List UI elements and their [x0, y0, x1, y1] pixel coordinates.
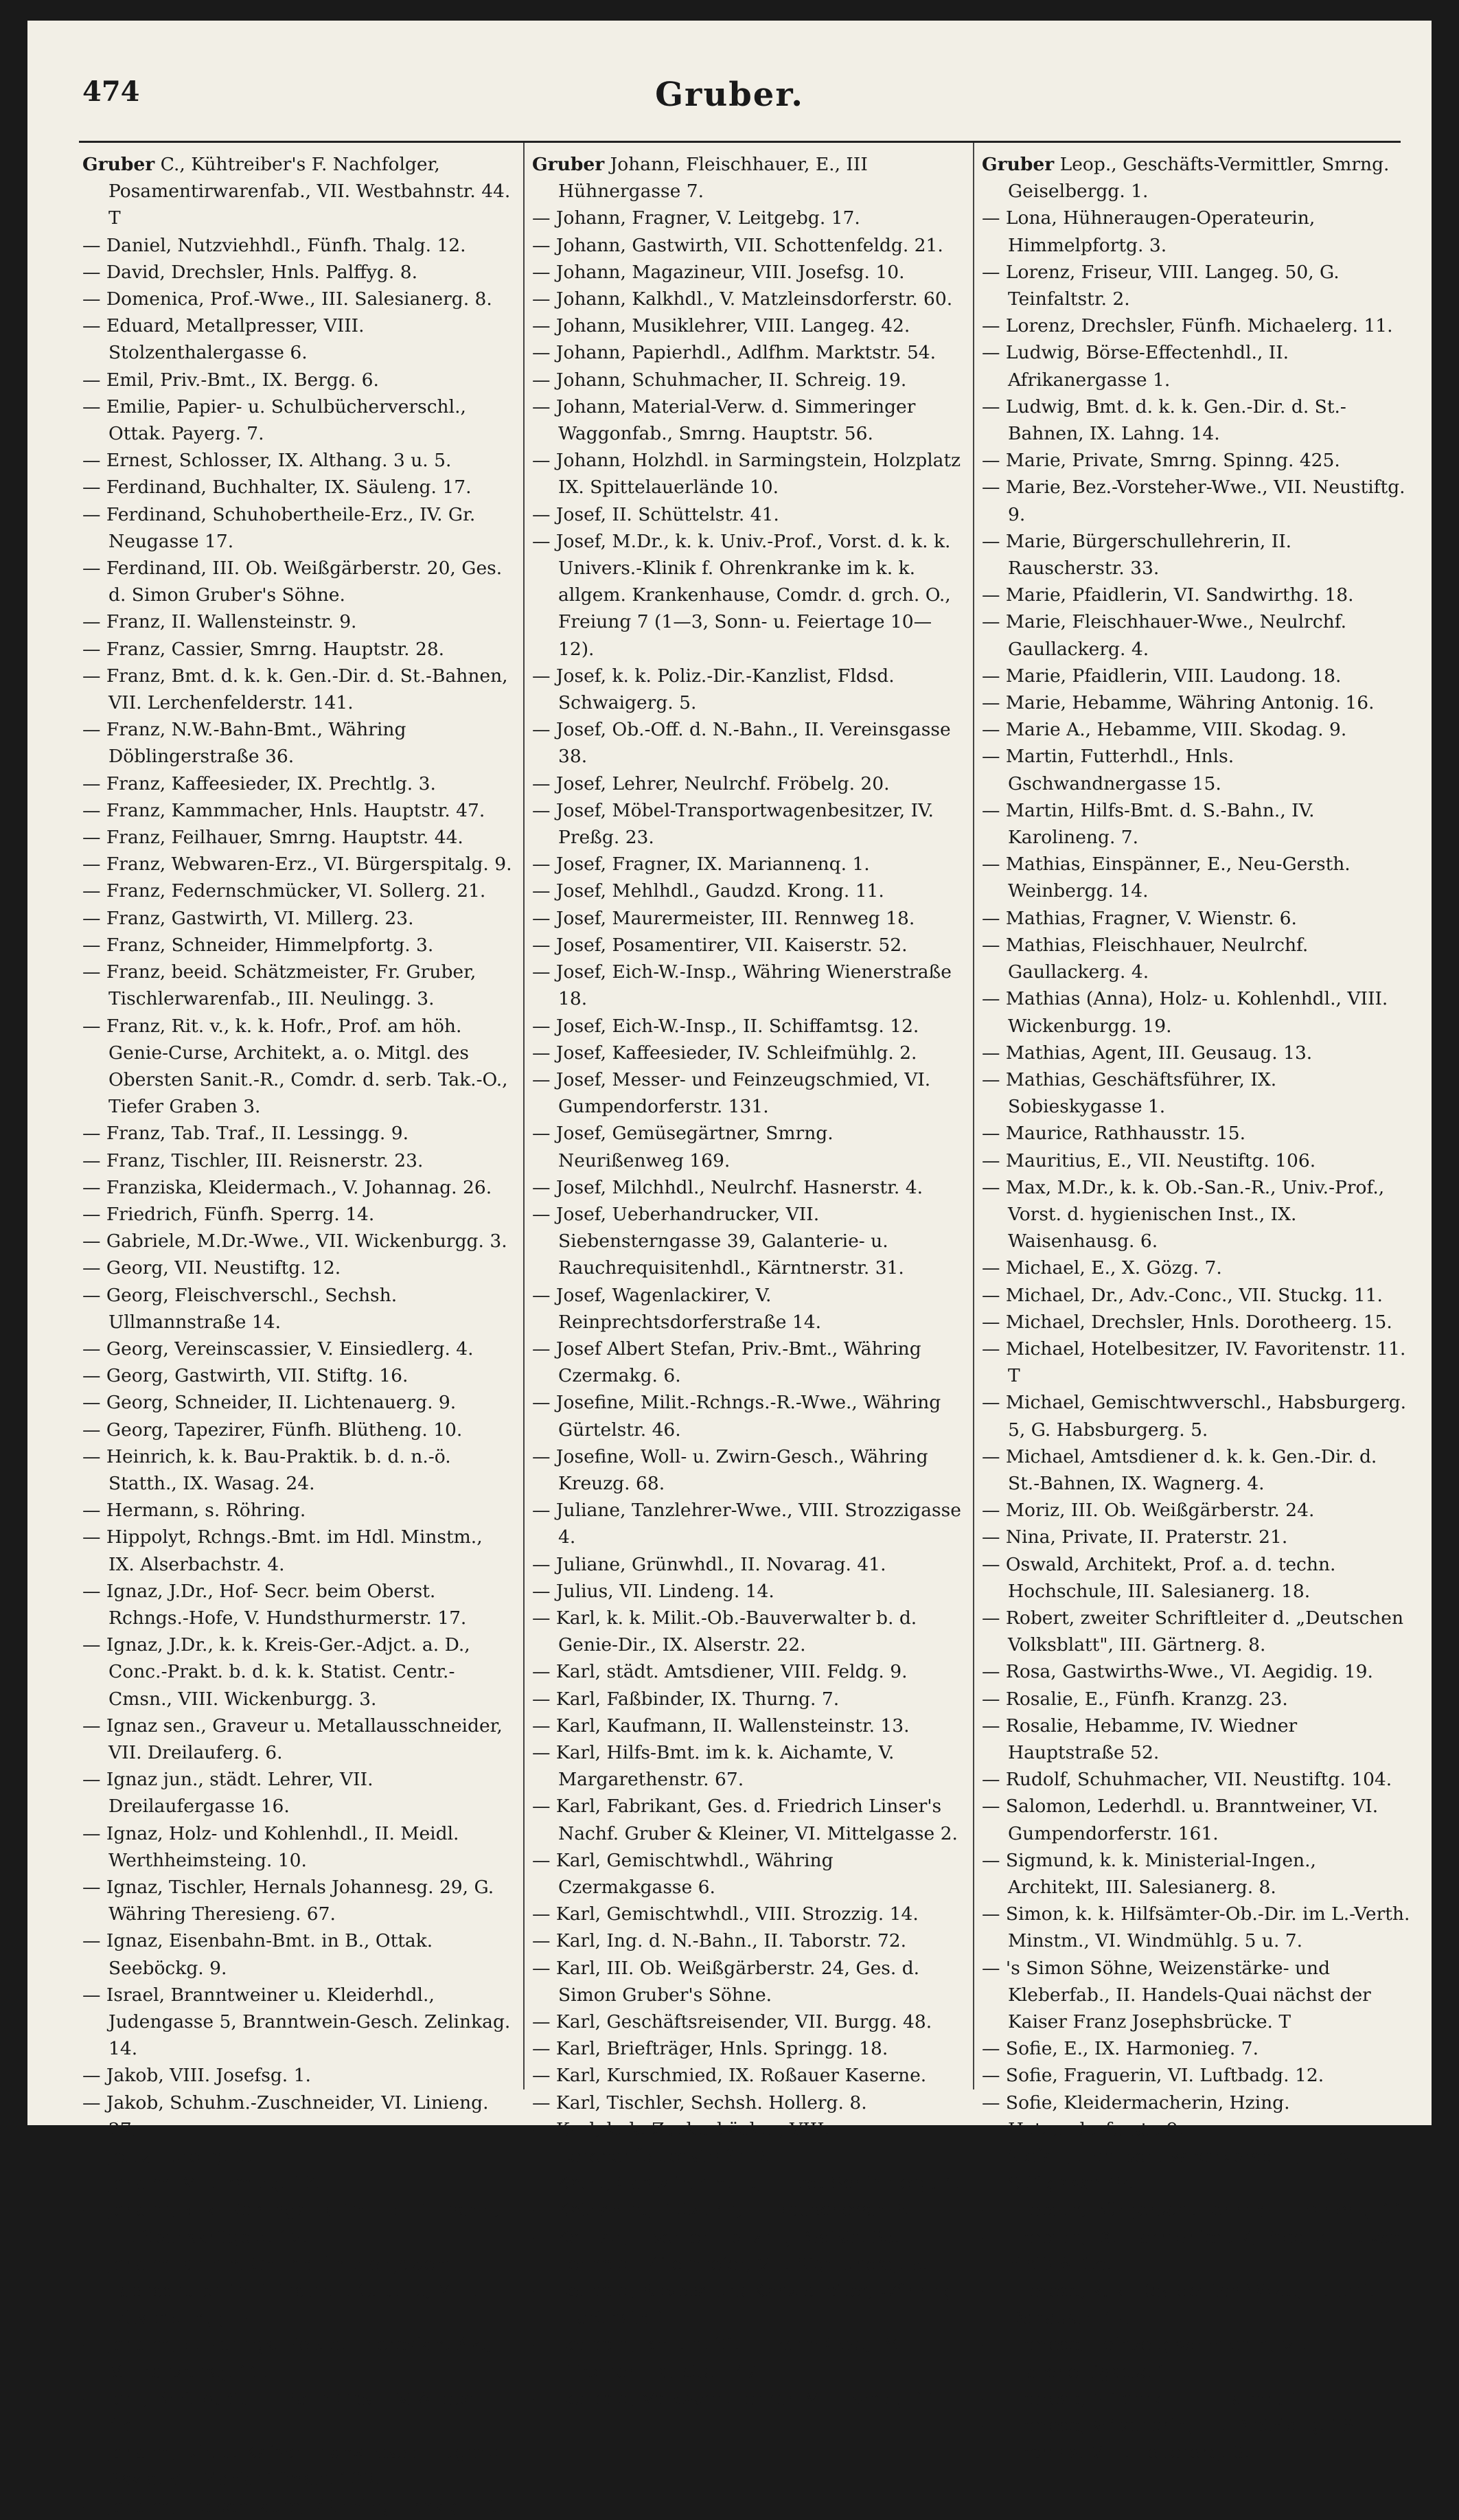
- directory-entry: — Robert, zweiter Schriftleiter d. „Deutschen Volksblatt", III. Gärtnerg. 8.: [982, 1607, 1404, 1656]
- directory-entry: — Eduard, Metallpresser, VIII. Stolzenthalergasse 6.: [82, 315, 365, 364]
- directory-entry: — Ferdinand, Buchhalter, IX. Säuleng. 17.: [82, 477, 472, 499]
- directory-entry: — Karl, Briefträger, Hnls. Springg. 18.: [532, 2038, 888, 2060]
- directory-entry: — Jakob, VIII. Josefsg. 1.: [82, 2065, 311, 2087]
- directory-entry: — Michael, Drechsler, Hnls. Dorotheerg. 15.: [982, 1311, 1392, 1333]
- directory-entry: — Franz, Kammmacher, Hnls. Hauptstr. 47.: [82, 799, 485, 821]
- directory-entry: — Rosalie, Hebamme, IV. Wiedner Hauptstraße 52.: [982, 1715, 1298, 1763]
- directory-entry: — Ignaz, Tischler, Hernals Johannesg. 29, G. Währing Theresieng. 67.: [82, 1877, 494, 1925]
- directory-entry: — Oswald, Architekt, Prof. a. d. techn. Hochschule, III. Salesianerg. 18.: [982, 1553, 1336, 1602]
- directory-entry: Gruber C., Kühtreiber's F. Nachfolger, Posamentirwarenfab., VII. Westbahnstr. 44. T: [82, 154, 511, 229]
- directory-entry: — Johann, Holzhdl. in Sarmingstein, Holzplatz IX. Spittelauerlände 10.: [532, 450, 961, 499]
- directory-entry: — Franz, Federnschmücker, VI. Sollerg. 21.: [82, 880, 486, 902]
- surname-lead: Gruber: [82, 154, 155, 175]
- directory-entry: — Josef, Möbel-Transportwagenbesitzer, IV. Preßg. 23.: [532, 799, 934, 849]
- directory-entry: — Ferdinand, Schuhobertheile-Erz., IV. Gr. Neugasse 17.: [82, 503, 476, 552]
- directory-entry: — Johann, Papierhdl., Adlfhm. Marktstr. 54.: [532, 342, 937, 364]
- directory-entry: — Theodor, IX. Harmonieg. 7, Proc. d. M. von Weiß & Co.: [982, 2226, 1403, 2275]
- directory-entry: — Juliane, Tanzlehrer-Wwe., VIII. Strozzigasse 4.: [532, 1500, 961, 1548]
- directory-entry: — Johann, Fleischhauer, Währing Marktg. 10.: [82, 2495, 504, 2517]
- directory-entry: — Martin, Futterhdl., Hnls. Gschwandnergasse 15.: [982, 746, 1234, 794]
- directory-entry: — Franz, Feilhauer, Smrng. Hauptstr. 44.: [82, 827, 463, 849]
- directory-entry: — Karl, Gemischtwhdl., Währing Czermakgasse 6.: [532, 1849, 834, 1898]
- directory-entry: — Ludwig, Börse-Effectenhdl., II. Afrikanergasse 1.: [982, 342, 1289, 391]
- directory-entry: — Karl, Kurschmied, IX. Roßauer Kaserne.: [532, 2065, 927, 2087]
- directory-entry: — Ferdinand, III. Ob. Weißgärberstr. 20, Ges. d. Simon Gruber's Söhne.: [82, 558, 503, 606]
- directory-entry: — Josef, Kaffeesieder, IV. Schleifmühlg. 2.: [532, 1042, 917, 1064]
- directory-entry: — Josef, Wagenlackirer, V. Reinprechtsdorferstraße 14.: [532, 1284, 822, 1333]
- directory-entry: — Georg, VII. Neustiftg. 12.: [82, 1257, 341, 1279]
- directory-entry: — Josef, II. Schüttelstr. 41.: [532, 503, 779, 525]
- directory-entry: — Josef, Ob.-Off. d. N.-Bahn., II. Vereinsgasse 38.: [532, 719, 951, 768]
- directory-entry: — Michael, Gemischtwverschl., Habsburgerg. 5, G. Habsburgerg. 5.: [982, 1392, 1406, 1441]
- directory-entry: — Thomas, VIII. Ledererg. 3.: [982, 2442, 1250, 2464]
- directory-entry: — Josef, k. k. Poliz.-Dir.-Kanzlist, Fldsd. Schwaigerg. 5.: [532, 665, 895, 714]
- directory-entry: — Josefine, Milit.-Rchngs.-R.-Wwe., Währing Gürtelstr. 46.: [532, 1392, 941, 1441]
- directory-entry: — Michael, Amtsdiener d. k. k. Gen.-Dir. d. St.-Bahnen, IX. Wagnerg. 4.: [982, 1445, 1377, 1494]
- directory-entry: — Franz, Rit. v., k. k. Hofr., Prof. am höh. Genie-Curse, Architekt, a. o. Mitgl. des Obersten Sanit.-R., Comdr. d. serb. Tak.-O., Tiefer Graben 3.: [82, 1015, 508, 1118]
- directory-entry: — Franz, Schneider, Himmelpfortg. 3.: [82, 934, 434, 956]
- directory-entry: — Maurice, Rathhausstr. 15.: [982, 1123, 1246, 1145]
- directory-entry: — Karl, Geschäftsreisender, VII. Burgg. 48.: [532, 2011, 932, 2033]
- directory-entry: — Michael, Dr., Adv.-Conc., VII. Stuckg. 11.: [982, 1284, 1383, 1306]
- directory-entry: — Stefan, Gemischtwarenverschl., Hnls. Stiftgasse 48.: [982, 2146, 1355, 2195]
- header-rule: [79, 141, 1401, 143]
- surname-lead: Gruber: [982, 154, 1055, 175]
- directory-entry: — Johann, Kalkhdl., V. Matzleinsdorferstr. 60.: [532, 288, 953, 310]
- directory-entry: — Johann, Gastwirth, VII. Schottenfeldg. 21.: [532, 234, 943, 256]
- directory-entry: Gruber Leop., Geschäfts-Vermittler, Smrng. Geiselbergg. 1.: [982, 154, 1390, 203]
- directory-entry: — Emilie, Papier- u. Schulbücherverschl., Ottak. Payerg. 7.: [82, 396, 466, 445]
- directory-entry: — Johann, Fragner, V. Leitgebg. 17.: [532, 207, 860, 229]
- directory-entry: — Johann, p. Rchngs.-Rev. d. Theresian. Ak., V. Franzensg. 10.: [82, 2334, 492, 2383]
- directory-entry: — Israel, Branntweiner u. Kleiderhdl., Judengasse 5, Branntwein-Gesch. Zelinkag. 14.: [82, 1984, 511, 2060]
- directory-entry: — Georg, Gastwirth, VII. Stiftg. 16.: [82, 1365, 409, 1387]
- directory-entry: — Sigmund, k. k. Ministerial-Ingen., Architekt, III. Salesianerg. 8.: [982, 1849, 1316, 1898]
- directory-column-1: [82, 151, 514, 2520]
- directory-entry: — Gabriele, M.Dr.-Wwe., VII. Wickenburgg. 3.: [82, 1230, 507, 1252]
- directory-entry: — Josef Albert Stefan, Priv.-Bmt., Währing Czermakg. 6.: [532, 1338, 921, 1387]
- directory-entry: — Josefine, Woll- u. Zwirn-Gesch., Währing Kreuzg. 68.: [532, 1445, 928, 1494]
- directory-entry: — Karl, III. Ob. Weißgärberstr. 24, Ges. d. Simon Gruber's Söhne.: [532, 1957, 920, 2006]
- directory-entry: — Josef, Milchhdl., Neulrchf. Hasnerstr. 4.: [532, 1176, 923, 1198]
- directory-entry: — Therese, k. k. Revidenten-Wwe., II. Unt. Donaustr. 47.: [982, 2280, 1375, 2329]
- directory-entry: — Josef, Lehrer, Neulrchf. Fröbelg. 20.: [532, 772, 890, 794]
- directory-entry: — Domenica, Prof.-Wwe., III. Salesianerg. 8.: [82, 288, 492, 310]
- directory-entry: — Leopold, Bmt. d. St.-E.-Bahn-Ges., IV. Wiedner Hauptstr. 47.: [532, 2334, 900, 2383]
- directory-entry: — Nina, Private, II. Praterstr. 21.: [982, 1526, 1288, 1548]
- directory-entry: — Martin, Hilfs-Bmt. d. S.-Bahn., IV. Karolineng. 7.: [982, 799, 1315, 849]
- directory-page: [27, 21, 1432, 2517]
- directory-entry: — Sofie, Fraguerin, VI. Luftbadg. 12.: [982, 2065, 1324, 2087]
- directory-entry: — Karl, k. k. Milit.-Ob.-Bauverwalter b. d. Genie-Dir., IX. Alserstr. 22.: [532, 1607, 917, 1656]
- column-separator: [523, 143, 525, 2089]
- directory-entry: — Michael, Hotelbesitzer, IV. Favoritenstr. 11. T: [982, 1338, 1406, 1387]
- directory-entry: — Rosalie, E., Fünfh. Kranzg. 23.: [982, 1688, 1288, 1710]
- directory-entry: — Konrad, Tischler, Penzing Poststr. 65.: [532, 2226, 900, 2248]
- directory-entry: — Hippolyt, Rchngs.-Bmt. im Hdl. Minstm., IX. Alserbachstr. 4.: [82, 1526, 483, 1575]
- directory-entry: — David, Drechsler, Hnls. Palffyg. 8.: [82, 261, 417, 283]
- directory-entry: — Therese, Feinzeugschmiedin, VI. Marchettigasse 14.: [982, 2334, 1307, 2383]
- directory-entry: — Friedrich, Fünfh. Sperrg. 14.: [82, 1203, 375, 1225]
- directory-entry: — Juliane, Grünwhdl., II. Novarag. 41.: [532, 1553, 886, 1575]
- directory-entry: — Georg, Vereinscassier, V. Einsiedlerg. 4.: [82, 1338, 474, 1360]
- directory-entry: — Marie, Pfaidlerin, VIII. Laudong. 18.: [982, 665, 1342, 687]
- directory-entry: — Theodor, Bürgerschullehrer, II. Barichg. 11.: [982, 2199, 1411, 2221]
- directory-entry: — Leopold, Advocaturs-Kanzleileiter, Währing Martinstr. 1.: [532, 2280, 956, 2329]
- directory-entry: — Marie, Bez.-Vorsteher-Wwe., VII. Neustiftg. 9.: [982, 477, 1405, 525]
- directory-entry: — Franz, Kaffeesieder, IX. Prechtlg. 3.: [82, 772, 436, 794]
- directory-entry: — Mathias, Fleischhauer, Neulrchf. Gaullackerg. 4.: [982, 934, 1309, 983]
- directory-entry: — Sofie, E., IX. Harmonieg. 7.: [982, 2038, 1259, 2060]
- surname-lead: Gruber: [532, 154, 605, 175]
- directory-entry: — Mathias (Anna), Holz- u. Kohlenhdl., VIII. Wickenburgg. 19.: [982, 988, 1388, 1037]
- directory-entry: — Franz, Cassier, Smrng. Hauptstr. 28.: [82, 638, 445, 660]
- directory-entry: — Leopold, Milchmeier, VII. Sigmundsg. 6.: [532, 2253, 928, 2275]
- directory-entry: — Josef, Messer- und Feinzeugschmied, VI. Gumpendorferstr. 131.: [532, 1068, 931, 1118]
- directory-column-3: [982, 151, 1413, 2466]
- directory-entry: — Franz, beeid. Schätzmeister, Fr. Gruber, Tischlerwarenfab., III. Neulingg. 3.: [82, 961, 476, 1010]
- directory-entry: — Marie, Private, Smrng. Spinng. 425.: [982, 450, 1340, 472]
- directory-entry: — Michael, E., X. Gözg. 7.: [982, 1257, 1222, 1279]
- directory-entry: — Mathias, Geschäftsführer, IX. Sobieskygasse 1.: [982, 1068, 1277, 1118]
- directory-entry: — Franz, Tischler, III. Reisnerstr. 23.: [82, 1149, 424, 1171]
- directory-entry: — Marie, Bürgerschullehrerin, II. Rauscherstr. 33.: [982, 530, 1292, 580]
- directory-entry: — Johann, Material-Verw. d. Simmeringer Waggonfab., Smrng. Hauptstr. 56.: [532, 396, 916, 445]
- directory-entry: — Salomon, Lederhdl. u. Branntweiner, VI. Gumpendorferstr. 161.: [982, 1796, 1379, 1844]
- directory-entry: — Marie A., Hebamme, VIII. Skodag. 9.: [982, 719, 1347, 741]
- directory-entry: — Franziska, Kleidermach., V. Johannag. 26.: [82, 1176, 492, 1198]
- directory-entry: — Johann, Magazineur, VIII. Josefsg. 10.: [532, 261, 905, 283]
- directory-entry: — Lorenz, Drechsler, Fünfh. Michaelerg. 11.: [982, 315, 1393, 337]
- directory-entry: — Karl, Ing. d. N.-Bahn., II. Taborstr. 72.: [532, 1930, 906, 1952]
- directory-entry: — Ignaz sen., Graveur u. Metallausschneider, VII. Dreilauferg. 6.: [82, 1715, 503, 1763]
- directory-entry: — Johann, k. k. Rechngs.-R. im Hdl.-Minstm., III. Sechskrügelg. 12.: [82, 2199, 500, 2248]
- directory-entry: — Johann, Dir. d. Kaiser Franz Joseph-Jugend-Asyls, VI. Mariahilferstr. 103.: [82, 2442, 507, 2490]
- directory-entry: — Josef, Gemüsegärtner, Smrng. Neurißenweg 169.: [532, 1123, 834, 1171]
- directory-entry: — Josef, Fragner, IX. Mariannenq. 1.: [532, 854, 870, 875]
- directory-entry: — Josef, Eich-W.-Insp., Währing Wienerstraße 18.: [532, 961, 952, 1010]
- directory-entry: — Karl, Hilfs-Bmt. im k. k. Aichamte, V. Margarethenstr. 67.: [532, 1741, 895, 1791]
- directory-entry: — Karl, k. k. Zuckerbäcker, VIII. Lerchenfelderstraße 6.: [532, 2118, 830, 2168]
- directory-entry: — Therese, Wäscherin, III. Dietrichg. 16.: [982, 2415, 1360, 2437]
- page-header: [27, 76, 1432, 137]
- directory-entry: — Jetty, Judeng. 6.: [82, 2146, 253, 2168]
- directory-entry: — Ludwig, Bmt. d. k. k. Gen.-Dir. d. St.-Bahnen, IX. Lahng. 14.: [982, 396, 1346, 445]
- directory-entry: — Georg, Fleischverschl., Sechsh. Ullmannstraße 14.: [82, 1284, 398, 1333]
- directory-entry: — Therese, Milchhdl., II. Halmg. 1.: [982, 2387, 1307, 2409]
- directory-column-2: [532, 151, 963, 2412]
- page-number: 474: [82, 76, 140, 108]
- directory-entry: — Karl, Kaufmann, II. Wallensteinstr. 13.: [532, 1715, 910, 1737]
- directory-entry: — Heinrich, k. k. Bau-Praktik. b. d. n.-ö. Statth., IX. Wasag. 24.: [82, 1445, 451, 1494]
- directory-entry: — Karl, städt. Amtsdiener, VIII. Feldg. 9.: [532, 1661, 908, 1683]
- directory-entry: — Josef, Eich-W.-Insp., II. Schiffamtsg. 12.: [532, 1015, 919, 1037]
- directory-entry: — Karl, Gemischtwhdl., VIII. Strozzig. 14.: [532, 1903, 919, 1925]
- directory-entry: — Marie, Hebamme, Währing Antonig. 16.: [982, 692, 1375, 714]
- directory-entry: — Sofie, Kleidermacherin, Hzing. Hetzendorferstr. 9.: [982, 2092, 1290, 2140]
- directory-entry: — Josef, Ueberhandrucker, VII. Siebensterngasse 39, Galanterie- u. Rauchrequisitenhdl., Kärntnerstr. 31.: [532, 1203, 904, 1279]
- directory-entry: — Max, M.Dr., k. k. Ob.-San.-R., Univ.-Prof., Vorst. d. hygienischen Inst., IX. Waisenhausg. 6.: [982, 1176, 1385, 1252]
- directory-entry: — Ignaz, Holz- und Kohlenhdl., II. Meidl. Werthheimsteing. 10.: [82, 1822, 459, 1871]
- directory-entry: — Ernest, Schlosser, IX. Althang. 3 u. 5.: [82, 450, 452, 472]
- directory-entry: — Johann, Schuhmacher, II. Schreig. 19.: [532, 369, 907, 391]
- directory-entry: — Rosa, Gastwirths-Wwe., VI. Aegidig. 19.: [982, 1661, 1373, 1683]
- directory-entry: — Daniel, Nutzviehhdl., Fünfh. Thalg. 12.: [82, 234, 466, 256]
- directory-entry: — Josef, Mehlhdl., Gaudzd. Krong. 11.: [532, 880, 884, 902]
- directory-entry: — Karl, Faßbinder, IX. Thurng. 7.: [532, 1688, 840, 1710]
- directory-entry: — Josef, Maurermeister, III. Rennweg 18.: [532, 907, 915, 929]
- directory-entry: — Franz, Bmt. d. k. k. Gen.-Dir. d. St.-Bahnen, VII. Lerchenfelderstr. 141.: [82, 665, 508, 714]
- directory-entry: — Jakob, Schuhm.-Zuschneider, VI. Linieng. 27.: [82, 2092, 489, 2140]
- directory-entry: — Joh., Bmt. d. St.-E.-Bahn-Ges., IV. Alleeg. 43.: [82, 2387, 482, 2437]
- directory-entry: — Lona, Hühneraugen-Operateurin, Himmelpfortg. 3.: [982, 207, 1316, 256]
- directory-entry: — Johann, VII. Bandg. 18.: [82, 2173, 321, 2195]
- directory-entry: — Ignaz jun., städt. Lehrer, VII. Dreilaufergasse 16.: [82, 1769, 374, 1818]
- directory-entry: — Franz, II. Wallensteinstr. 9.: [82, 611, 357, 633]
- directory-entry: — Franz, Gastwirth, VI. Millerg. 23.: [82, 907, 414, 929]
- directory-entry: — 's Simon Söhne, Weizenstärke- und Kleberfab., II. Handels-Quai nächst der Kaiser Franz Josephsbrücke. T: [982, 1957, 1371, 2033]
- directory-entry: — Mathias, Fragner, V. Wienstr. 6.: [982, 907, 1297, 929]
- directory-entry: — Johann, admin. Cntlor. für die gewerbl. Fachschulen im Minstm. f. C. u. U., VIII. Löwenburgg. 3.: [82, 2253, 478, 2329]
- directory-entry: — Josef, Posamentirer, VII. Kaiserstr. 52.: [532, 934, 908, 956]
- directory-entry: — Julius, VII. Lindeng. 14.: [532, 1580, 774, 1602]
- directory-entry: — Franz, Tab. Traf., II. Lessingg. 9.: [82, 1123, 409, 1145]
- directory-entry: — Marie, Fleischhauer-Wwe., Neulrchf. Gaullackerg. 4.: [982, 611, 1346, 660]
- directory-entry: — Georg, Tapezirer, Fünfh. Blütheng. 10.: [82, 1419, 463, 1441]
- running-headword: Gruber.: [655, 76, 804, 114]
- directory-entry: — Simon, k. k. Hilfsämter-Ob.-Dir. im L.-Verth. Minstm., VI. Windmühlg. 5 u. 7.: [982, 1903, 1410, 1952]
- directory-entry: — Johann, Musiklehrer, VIII. Langeg. 42.: [532, 315, 910, 337]
- directory-entry: — Karl, Fabrikant, Ges. d. Friedrich Linser's Nachf. Gruber & Kleiner, VI. Mittelgasse 2.: [532, 1796, 958, 1844]
- directory-entry: — Rudolf, Schuhmacher, VII. Neustiftg. 104.: [982, 1769, 1392, 1791]
- directory-entry: — Moriz, III. Ob. Weißgärberstr. 24.: [982, 1500, 1315, 1522]
- directory-entry: — Leopold, Volksschullehrer, VII. Bandg. 11.: [532, 2387, 944, 2409]
- directory-entry: — Kath., Gastwirthin, E., Fldsd. Schindlerg. 4.: [532, 2173, 960, 2195]
- column-separator: [973, 143, 974, 2089]
- directory-entry: — Ignaz, Eisenbahn-Bmt. in B., Ottak. Seeböckg. 9.: [82, 1930, 433, 1979]
- directory-entry: — Hermann, s. Röhring.: [82, 1500, 306, 1522]
- directory-entry: — Mauritius, E., VII. Neustiftg. 106.: [982, 1149, 1316, 1171]
- directory-entry: — Lorenz, Friseur, VIII. Langeg. 50, G. Teinfaltstr. 2.: [982, 261, 1340, 310]
- directory-entry: — Mathias, Einspänner, E., Neu-Gersth. Weinbergg. 14.: [982, 854, 1351, 902]
- directory-entry: — Ignaz, J.Dr., Hof- Secr. beim Oberst. Rchngs.-Hofe, V. Hundsthurmerstr. 17.: [82, 1580, 467, 1629]
- directory-entry: — Ignaz, J.Dr., k. k. Kreis-Ger.-Adjct. a. D., Conc.-Prakt. b. d. k. k. Statist. Centr.-Cmsn., VIII. Wickenburgg. 3.: [82, 1634, 470, 1710]
- directory-entry: Gruber Johann, Fleischhauer, E., III Hühnergasse 7.: [532, 154, 868, 203]
- directory-entry: — Mathias, Agent, III. Geusaug. 13.: [982, 1042, 1313, 1064]
- directory-entry: — Karl, Tischler, Sechsh. Hollerg. 8.: [532, 2092, 867, 2114]
- directory-entry: — Katharine, Putzerin, II. Rauscherstr. 5.: [532, 2199, 915, 2221]
- directory-entry: — Georg, Schneider, II. Lichtenauerg. 9.: [82, 1392, 457, 1414]
- directory-entry: — Franz, N.W.-Bahn-Bmt., Währing Döblingerstraße 36.: [82, 719, 406, 768]
- directory-entry: — Emil, Priv.-Bmt., IX. Bergg. 6.: [82, 369, 379, 391]
- directory-entry: — Marie, Pfaidlerin, VI. Sandwirthg. 18.: [982, 584, 1354, 606]
- directory-entry: — Josef, M.Dr., k. k. Univ.-Prof., Vorst. d. k. k. Univers.-Klinik f. Ohrenkranke im k. k. allgem. Krankenhause, Comdr. d. grch. O., Freiung 7 (1—3, Sonn- u. Feiertage 10—12).: [532, 530, 951, 660]
- directory-entry: — Franz, Webwaren-Erz., VI. Bürgerspitalg. 9.: [82, 854, 512, 875]
